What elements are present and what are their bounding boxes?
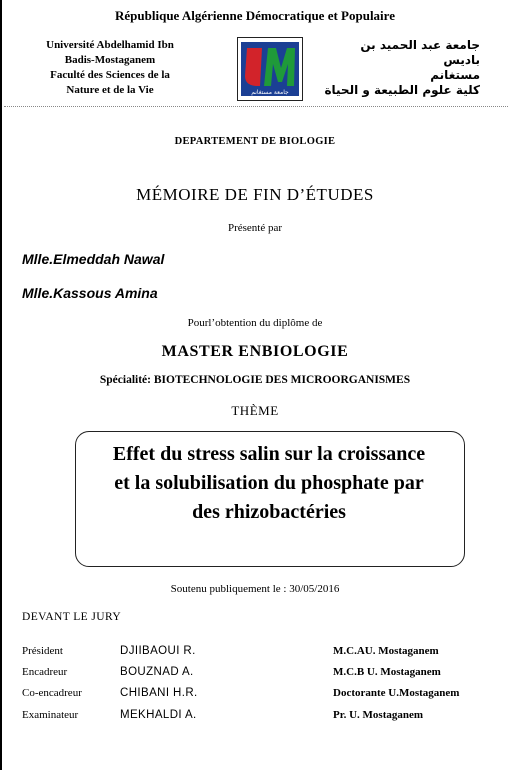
- university-line-ar: جامعة عبد الحميد بن باديس: [360, 38, 480, 67]
- faculty-line: Faculté des Sciences de la: [50, 69, 170, 81]
- university-line: Badis-Mostaganem: [64, 54, 156, 66]
- university-line-ar: مستغانم: [430, 68, 480, 82]
- jury-row: [0, 687, 510, 703]
- logo-caption: جامعة مستغانم: [251, 89, 289, 96]
- jury-grade: M.C.AU. Mostaganem: [333, 645, 439, 657]
- author-name: Mlle.Kassous Amina: [22, 285, 158, 301]
- title-line: et la solubilisation du phosphate par: [114, 472, 424, 494]
- university-name-ar: [320, 38, 480, 98]
- jury-role: Examinateur: [22, 709, 79, 721]
- jury-row: [0, 666, 510, 682]
- defense-date: Soutenu publiquement le : 30/05/2016: [170, 583, 340, 595]
- presented-by: Présenté par: [227, 222, 283, 234]
- header-divider: [4, 106, 508, 107]
- department-label: DEPARTEMENT DE BIOLOGIE: [174, 136, 336, 147]
- jury-row: [0, 645, 510, 661]
- diploma-title: MASTER ENBIOLOGIE: [161, 343, 349, 360]
- jury-grade: Doctorante U.Mostaganem: [333, 687, 460, 699]
- jury-member-name: BOUZNAD A.: [120, 666, 194, 678]
- jury-heading: DEVANT LE JURY: [22, 611, 122, 623]
- jury-member-name: DJIIBAOUI R.: [120, 645, 196, 657]
- jury-member-name: MEKHALDI A.: [120, 709, 197, 721]
- university-name-fr: [22, 38, 198, 98]
- university-logo: [237, 37, 303, 101]
- obtention-text: Pourl’obtention du diplôme de: [187, 317, 323, 329]
- title-line: Effet du stress salin sur la croissance: [112, 443, 426, 465]
- jury-row: [0, 709, 510, 725]
- jury-member-name: CHIBANI H.R.: [120, 687, 198, 699]
- memoire-heading: MÉMOIRE DE FIN D’ÉTUDES: [136, 185, 374, 204]
- theme-label: THÈME: [231, 403, 279, 418]
- jury-grade: M.C.B U. Mostaganem: [333, 666, 441, 678]
- jury-role: Encadreur: [22, 666, 68, 678]
- author-name: Mlle.Elmeddah Nawal: [22, 251, 165, 267]
- thesis-title: [80, 440, 458, 527]
- jury-role: Co-encadreur: [22, 687, 82, 699]
- faculty-line: Nature et de la Vie: [66, 84, 154, 96]
- speciality: Spécialité: BIOTECHNOLOGIE DES MICROORGANISMES: [99, 374, 411, 386]
- jury-grade: Pr. U. Mostaganem: [333, 709, 424, 721]
- university-line: Université Abdelhamid Ibn: [46, 39, 174, 51]
- republic-header: République Algérienne Démocratique et Populaire: [115, 8, 395, 23]
- title-line: des rhizobactéries: [192, 501, 346, 523]
- faculty-line-ar: كلية علوم الطبيعة و الحياة: [324, 83, 480, 97]
- jury-role: Président: [22, 645, 63, 657]
